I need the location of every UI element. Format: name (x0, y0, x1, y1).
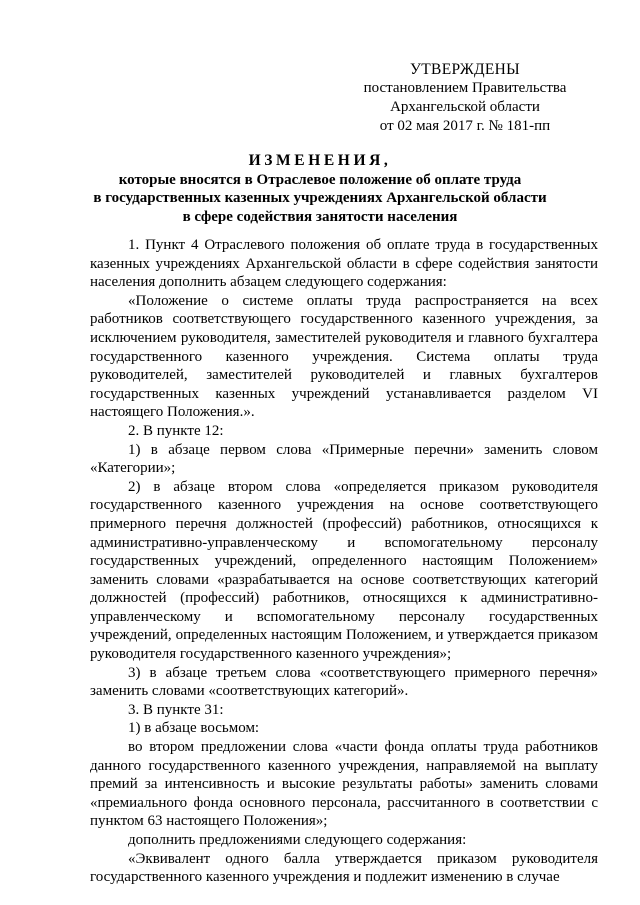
paragraph-supplement: дополнить предложениями следующего содержания: (128, 832, 467, 848)
title-line-1: которые вносятся в Отраслевое положение об оплате труда (118, 171, 522, 188)
approval-block (360, 60, 570, 136)
paragraph-sub-2: 2) в абзаце втором слова «определяется приказом руководителя государственного казенного учреждения на основе соответствующего примерного перечня должностей (профессий) работников, относящихся к административно-управленческому и вспомогательному персоналу государственных учреждений, определенного настоящим Положением» заменить словами «разрабатывается на основе соответствующих категорий должностей (профессий) работников, относящихся к административно-управленческому и вспомогательному персоналу государственных учреждений, определенных настоящим Положением, и утверждается приказом руководителя государственного казенного учреждения»; (90, 478, 598, 663)
approval-line-1: постановлением Правительства (363, 80, 567, 96)
paragraph-second-sentence: во втором предложении слова «части фонда оплаты труда работников данного государственного казенного учреждения, направляемой на выплату премий за интенсивность и высокие результаты работы» заменить словами «премиального фонда основного персонала, рассчитанного в соответствии с пунктом 63 настоящего Положения»; (90, 739, 598, 830)
paragraph-quote-2: «Эквивалент одного балла утверждается приказом руководителя государственного казенного учреждения и подлежит изменению в случае (90, 850, 598, 886)
title-line-2: в государственных казенных учреждениях Архангельской области (93, 190, 547, 206)
approval-heading: УТВЕРЖДЕНЫ (410, 61, 520, 78)
document-title (80, 152, 560, 226)
paragraph-sub-1: 1) в абзаце первом слова «Примерные перечни» заменить словом «Категории»; (90, 441, 598, 477)
paragraph-item-1: 1. Пункт 4 Отраслевого положения об оплате труда в государственных казенных учреждениях Архангельской области в сфере содействия занятости населения дополнить абзацем следующего содержания: (90, 237, 598, 291)
paragraph-item-3: 3. В пункте 31: (128, 701, 224, 718)
paragraph-sub-3-1: 1) в абзаце восьмом: (128, 720, 260, 737)
document-body (90, 236, 598, 887)
paragraph-sub-3: 3) в абзаце третьем слова «соответствующего примерного перечня» заменить словами «соответствующих категорий». (90, 664, 598, 700)
approval-line-3: от 02 мая 2017 г. № 181-пп (379, 118, 551, 134)
approval-line-2: Архангельской области (390, 99, 540, 115)
title-main: ИЗМЕНЕНИЯ, (248, 152, 392, 169)
title-line-3: в сфере содействия занятости населения (182, 208, 458, 225)
paragraph-item-2: 2. В пункте 12: (128, 422, 224, 439)
paragraph-quote-1: «Положение о системе оплаты труда распространяется на всех работников соответствующего государственного казенного учреждения, за исключением руководителя, заместителей руководителя и главного бухгалтера государственного казенного учреждения. Система оплаты труда руководителей, заместителей руководителей и главных бухгалтеров государственных казенных учреждений устанавливается разделом VI настоящего Положения.». (90, 292, 598, 421)
